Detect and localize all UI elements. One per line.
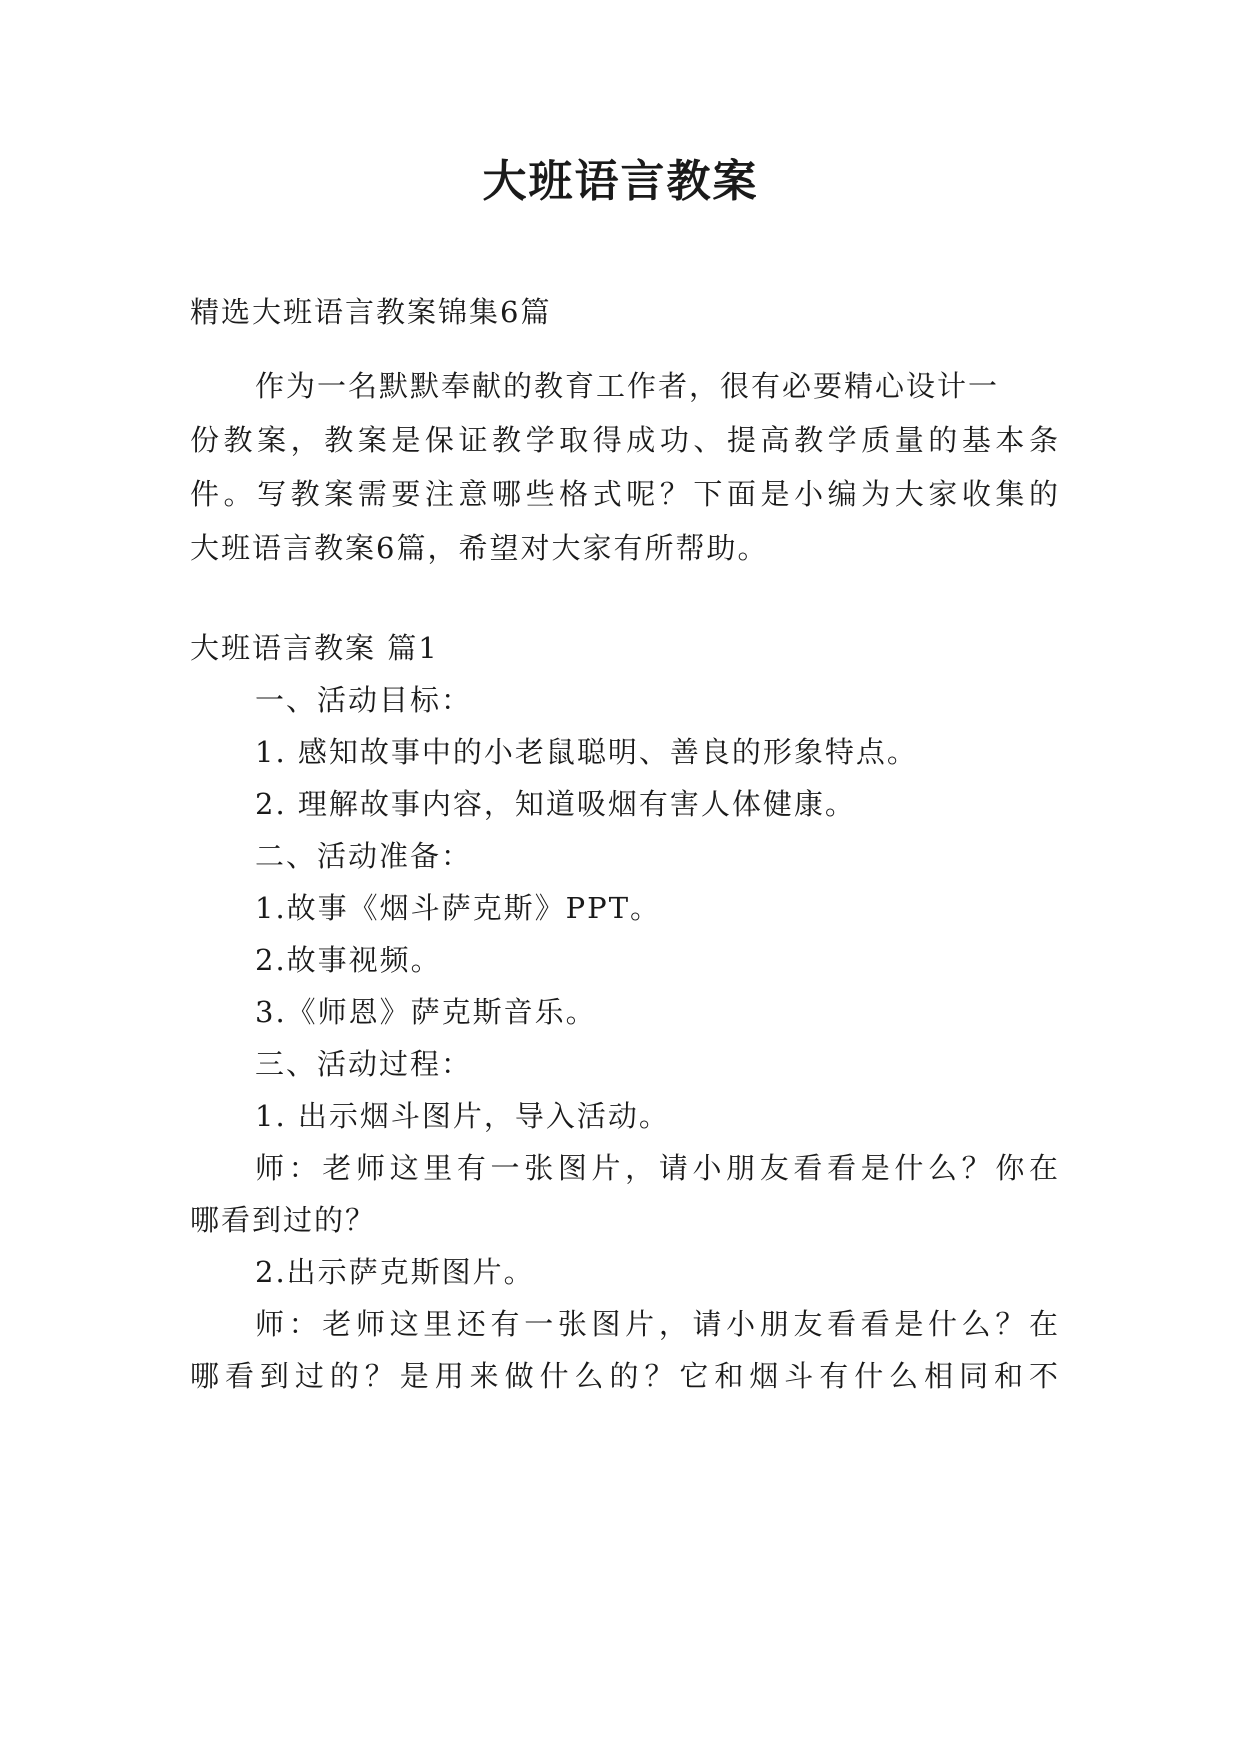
body-line: 2.出示萨克斯图片。: [255, 1255, 535, 1289]
section-heading: 大班语言教案 篇1: [190, 631, 439, 665]
body-line: 2. 理解故事内容，知道吸烟有害人体健康。: [255, 787, 856, 821]
body-line: 一、活动目标：: [255, 683, 473, 717]
body-line: 师：老师这里有一张图片，请小朋友看看是什么？你在: [255, 1151, 1060, 1185]
body-line: 哪看到过的？是用来做什么的？它和烟斗有什么相同和不: [190, 1359, 1060, 1393]
body-line: 2.故事视频。: [255, 943, 442, 977]
document-subtitle: 精选大班语言教案锦集6篇: [190, 295, 552, 329]
body-line: 师：老师这里还有一张图片，请小朋友看看是什么？在: [255, 1307, 1060, 1341]
intro-line: 份教案，教案是保证教学取得成功、提高教学质量的基本条: [190, 423, 1060, 457]
intro-line: 大班语言教案6篇，希望对大家有所帮助。: [190, 531, 769, 565]
body-line: 1. 出示烟斗图片，导入活动。: [255, 1099, 670, 1133]
body-line: 3.《师恩》萨克斯音乐。: [255, 995, 597, 1029]
intro-line: 件。写教案需要注意哪些格式呢？下面是小编为大家收集的: [190, 477, 1060, 511]
body-line: 1. 感知故事中的小老鼠聪明、善良的形象特点。: [255, 735, 918, 769]
body-line: 哪看到过的？: [190, 1203, 377, 1237]
body-line: 二、活动准备：: [255, 839, 473, 873]
intro-line: 作为一名默默奉献的教育工作者，很有必要精心设计一: [255, 369, 1000, 403]
body-line: 三、活动过程：: [255, 1047, 473, 1081]
body-line: 1.故事《烟斗萨克斯》PPT。: [255, 891, 662, 925]
document-title: 大班语言教案: [482, 156, 759, 207]
